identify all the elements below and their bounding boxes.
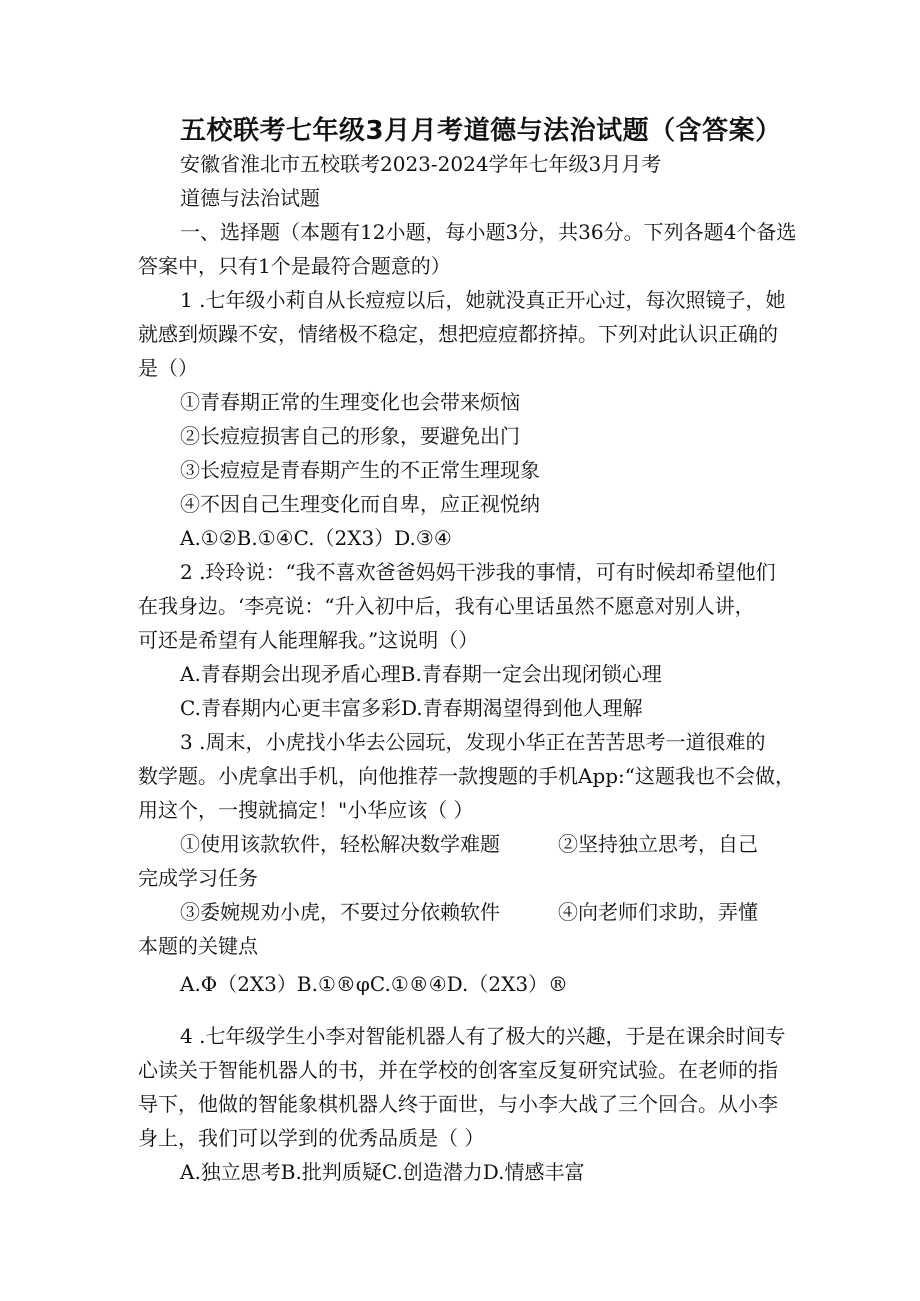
q3-stem-line1: 3 .周末，小虎找小华去公园玩，发现小华正在苦苦思考一道很难的	[180, 730, 766, 754]
subject-line: 道德与法治试题	[180, 186, 320, 210]
q4-stem-line2: 心读关于智能机器人的书，并在学校的创客室反复研究试验。在老师的指	[138, 1058, 778, 1082]
q3-option-1: ①使用该款软件，轻松解决数学难题	[180, 832, 500, 856]
q3-choices: A.Φ（2X3）B.①®φC.①®④D.（2X3）®	[180, 972, 569, 996]
q2-stem-line3: 可还是希望有人能理解我。”这说明（）	[138, 628, 479, 652]
q2-choices-cd: C.青春期内心更丰富多彩D.青春期渴望得到他人理解	[180, 696, 643, 720]
q3-stem-line3: 用这个，一搜就搞定！"小华应该（ ）	[138, 798, 474, 822]
q3-option-2: ②坚持独立思考，自己	[558, 832, 758, 856]
q1-choices: A.①②B.①④C.（2X3）D.③④	[180, 526, 452, 550]
q4-stem-line1: 4 .七年级学生小李对智能机器人有了极大的兴趣，于是在课余时间专	[180, 1024, 786, 1048]
q4-stem-line3: 导下，他做的智能象棋机器人终于面世，与小李大战了三个回合。从小李	[138, 1092, 778, 1116]
q4-stem-line4: 身上，我们可以学到的优秀品质是（ ）	[138, 1126, 485, 1150]
q1-option-4: ④不因自己生理变化而自卑，应正视悦纳	[180, 492, 540, 516]
q3-option-2-cont: 完成学习任务	[138, 866, 258, 890]
subtitle: 安徽省淮北市五校联考2023-2024学年七年级3月月考	[180, 152, 662, 176]
q1-stem-line3: 是（）	[138, 356, 198, 380]
q3-option-3: ③委婉规劝小虎，不要过分依赖软件	[180, 900, 500, 924]
q3-option-4-cont: 本题的关键点	[138, 934, 258, 958]
q3-option-4: ④向老师们求助，弄懂	[558, 900, 758, 924]
q3-stem-line2: 数学题。小虎拿出手机，向他推荐一款搜题的手机App:“这题我也不会做，	[138, 764, 796, 788]
section-heading-cont: 答案中，只有1个是最符合题意的）	[138, 254, 451, 278]
q2-choices-ab: A.青春期会出现矛盾心理B.青春期一定会出现闭锁心理	[180, 662, 662, 686]
q4-choices: A.独立思考B.批判质疑C.创造潜力D.情感丰富	[180, 1160, 585, 1184]
q1-stem-line1: 1 .七年级小莉自从长痘痘以后，她就没真正开心过，每次照镜子，她	[180, 288, 786, 312]
section-heading: 一、选择题（本题有12小题，每小题3分，共36分。下列各题4个备选	[180, 220, 797, 244]
q2-stem-line1: 2 .玲玲说：“我不喜欢爸爸妈妈干涉我的事情，可有时候却希望他们	[180, 560, 776, 584]
q2-stem-line2: 在我身边。‘李亮说：“升入初中后，我有心里话虽然不愿意对别人讲，	[138, 594, 755, 618]
document-title: 五校联考七年级3月月考道德与法治试题（含答案）	[180, 116, 782, 146]
q1-option-2: ②长痘痘损害自己的形象，要避免出门	[180, 424, 520, 448]
q1-option-1: ①青春期正常的生理变化也会带来烦恼	[180, 390, 520, 414]
q1-stem-line2: 就感到烦躁不安，情绪极不稳定，想把痘痘都挤掉。下列对此认识正确的	[138, 322, 778, 346]
q1-option-3: ③长痘痘是青春期产生的不正常生理现象	[180, 458, 540, 482]
